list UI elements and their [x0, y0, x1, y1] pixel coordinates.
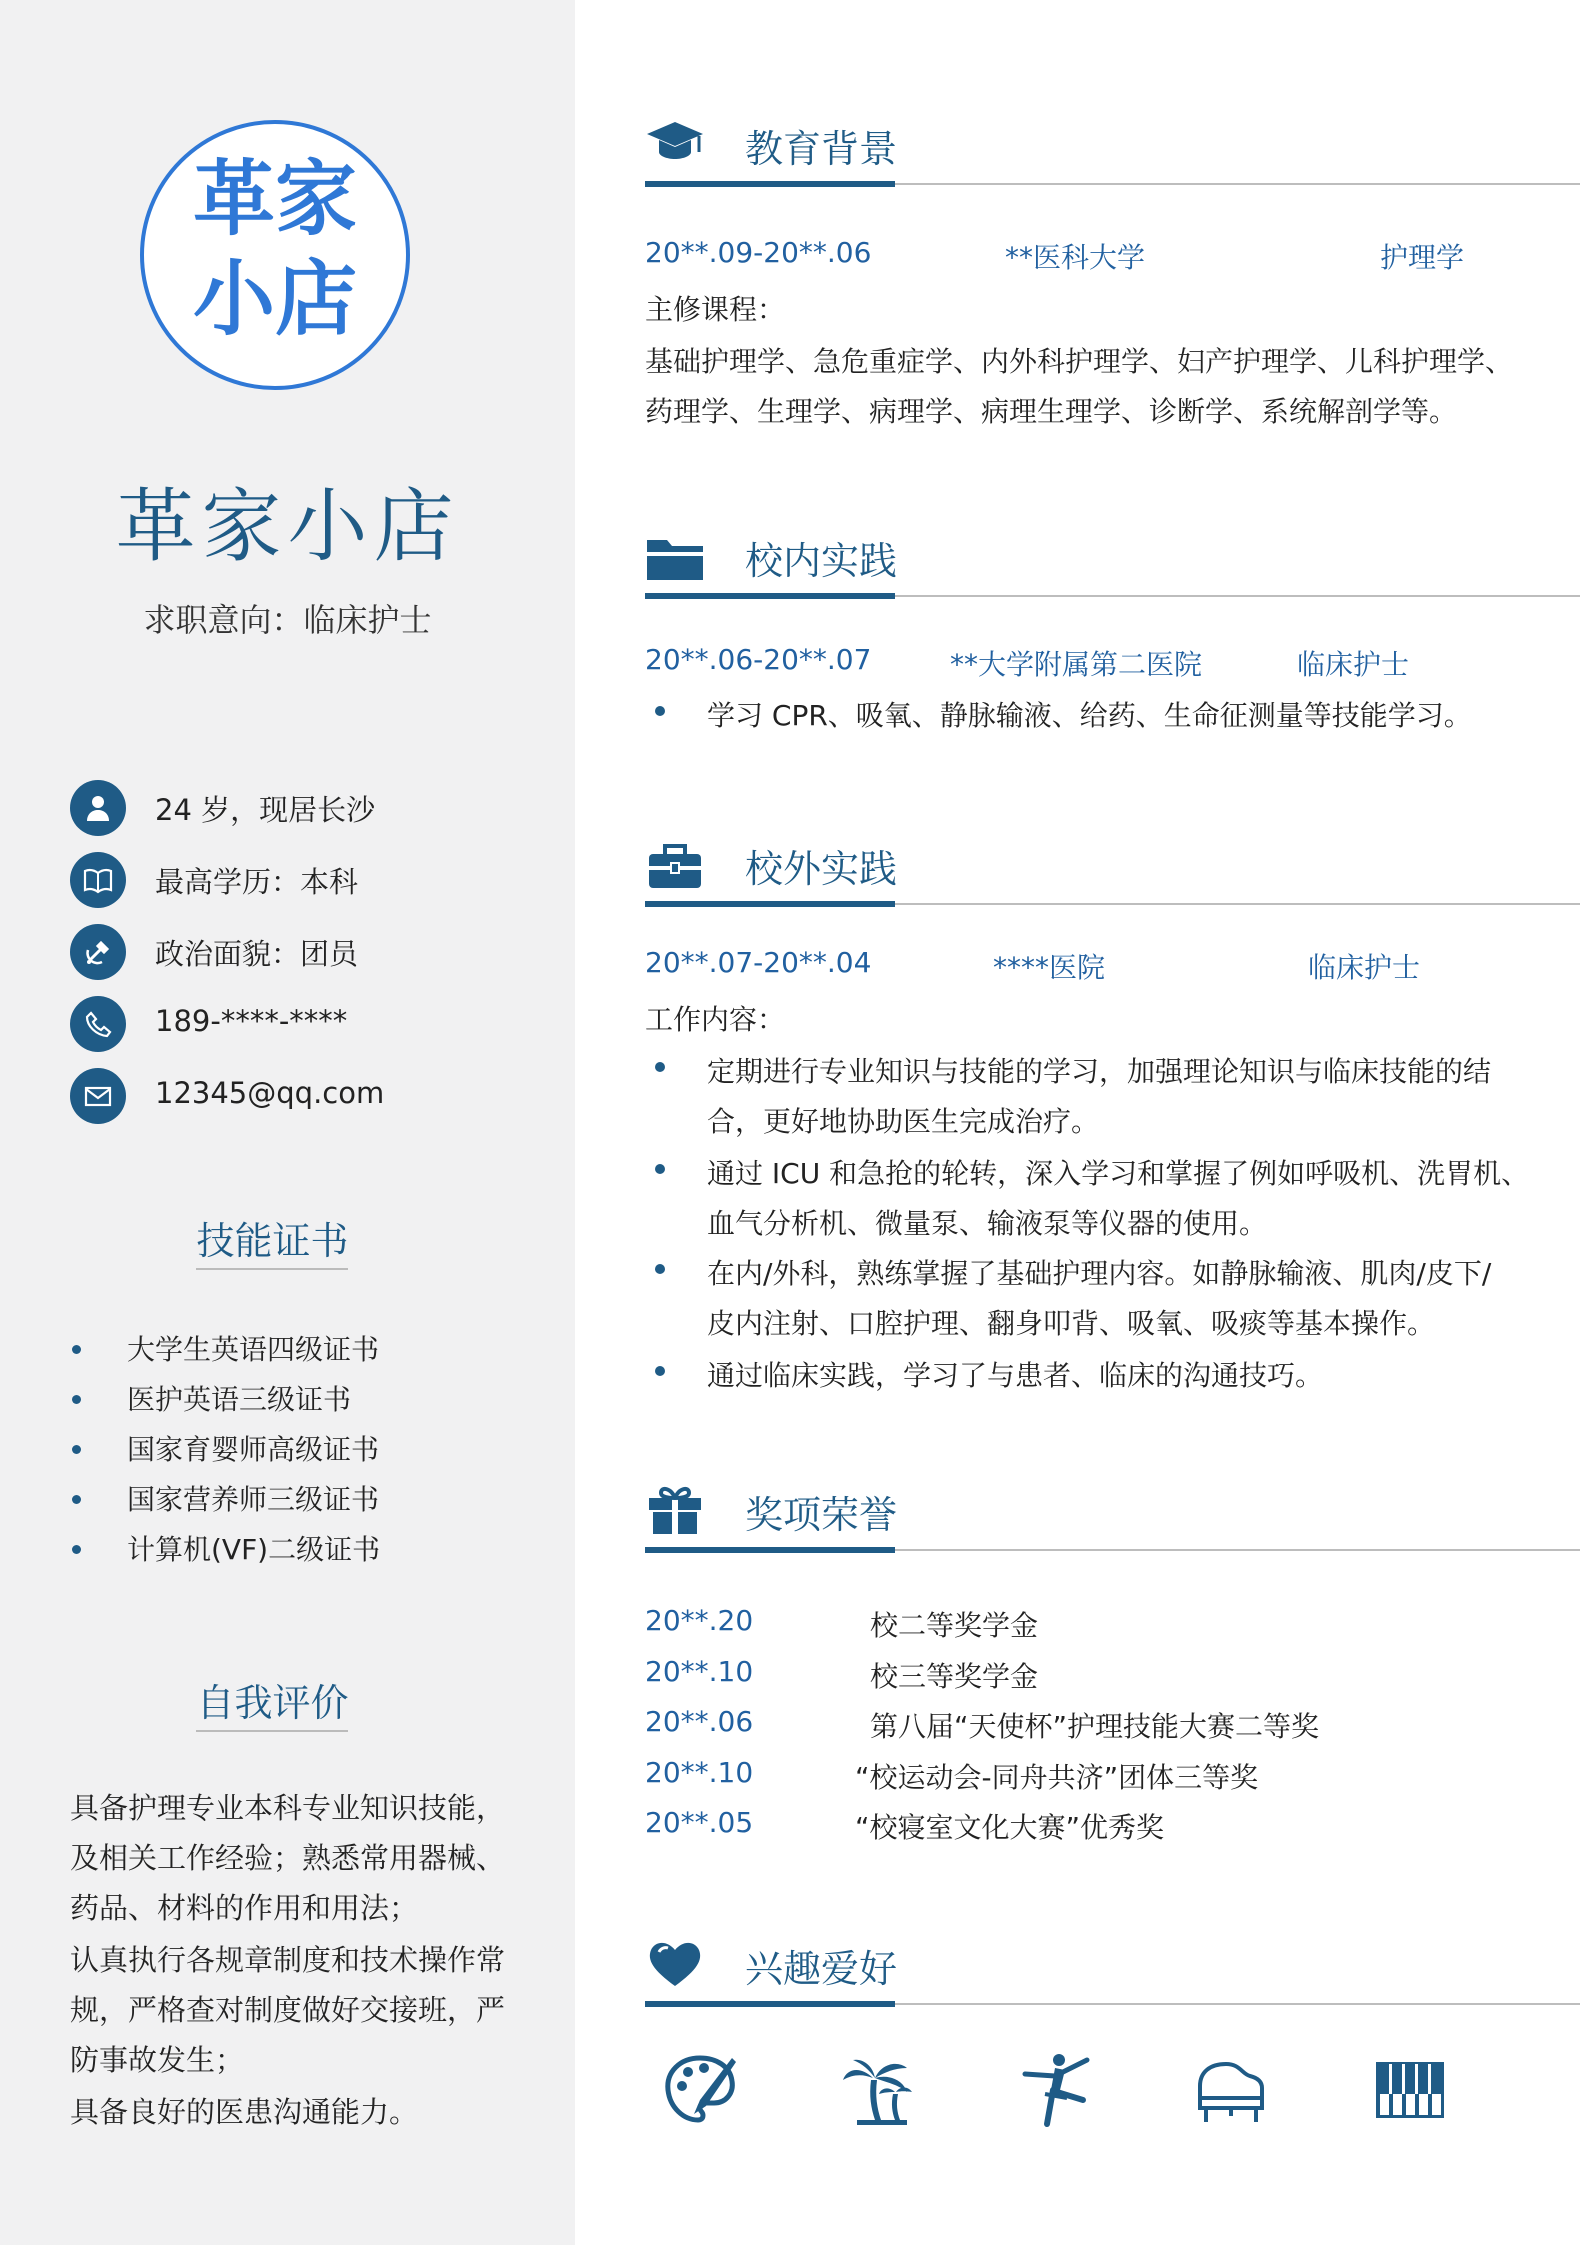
gift-icon [645, 1476, 705, 1536]
external-bullet-text: 合，更好地协助医生完成治疗。 [707, 1105, 1100, 1138]
section-rule-accent [645, 1547, 895, 1553]
bullet-dot [655, 1264, 665, 1274]
candidate-name: 革家小店 [115, 480, 460, 573]
party-emblem-icon [70, 924, 126, 980]
awards-title: 奖项荣誉 [745, 1493, 898, 1537]
phone-icon [70, 996, 126, 1052]
info-phone-text[interactable]: 189-****-**** [155, 1004, 348, 1038]
award-date: 20**.06 [645, 1705, 754, 1738]
award-date: 20**.20 [645, 1604, 754, 1637]
certificates-title: 技能证书 [196, 1219, 349, 1263]
mail-icon [70, 1068, 126, 1124]
person-icon [70, 780, 126, 836]
campus-role: 临床护士 [1297, 648, 1410, 681]
education-courses-line: 基础护理学、急危重症学、内外科护理学、妇产护理学、儿科护理学、 [645, 345, 1514, 378]
self-eval-line: 认真执行各规章制度和技术操作常 [70, 1943, 506, 1977]
external-title: 校外实践 [745, 847, 898, 891]
external-bullet-text: 血气分析机、微量泵、输液泵等仪器的使用。 [707, 1207, 1268, 1240]
external-bullet-text: 皮内注射、口腔护理、翻身叩背、吸氧、吸痰等基本操作。 [707, 1307, 1436, 1340]
logo-text-line1: 革家 [192, 151, 357, 247]
bullet-dot [655, 1062, 665, 1072]
campus-title: 校内实践 [745, 539, 898, 583]
sidebar: 革家 小店 革家小店 求职意向：临床护士 24 岁，现居长沙 最高学历：本科 政治面貌：团员 189-****-**** 12345@qq.com 技能证书 大学生英语四级证书 医护英语三级证书 国家育婴师高级证书 国家营养师三级证书 计算机(VF)二级证书 自我评价 具备护理专业本科专业知识技能， 及相关工作经验；熟悉常用器械、 药品、材料的作用和用法； 认真执行各规章制度和技术操作常 规，严格查对制度做好交接班，严 防事故发生； 具备良好的医患沟通能力。 [0, 0, 575, 2245]
certificates-title-underline [196, 1268, 348, 1270]
section-rule-accent [645, 593, 895, 599]
keyboard-keys-icon [1370, 2050, 1450, 2130]
award-date: 20**.05 [645, 1806, 754, 1839]
job-intent: 求职意向：临床护士 [143, 601, 432, 639]
folder-icon [645, 528, 705, 588]
dance-icon [1015, 2050, 1095, 2130]
self-eval-line: 及相关工作经验；熟悉常用器械、 [70, 1841, 506, 1875]
self-eval-line: 具备护理专业本科专业知识技能， [70, 1791, 506, 1825]
award-name: “校寝室文化大赛”优秀奖 [855, 1811, 1165, 1844]
bullet-dot [655, 1164, 665, 1174]
education-school: **医科大学 [1005, 241, 1146, 274]
award-date: 20**.10 [645, 1655, 754, 1688]
external-bullet-text: 通过临床实践，学习了与患者、临床的沟通技巧。 [707, 1359, 1324, 1392]
award-date: 20**.10 [645, 1756, 754, 1789]
section-rule-accent [645, 901, 895, 907]
self-eval-line: 药品、材料的作用和用法； [70, 1891, 419, 1925]
external-label: 工作内容： [645, 1003, 786, 1036]
external-role: 临床护士 [1308, 951, 1421, 984]
award-name: “校运动会-同舟共济”团体三等奖 [855, 1761, 1259, 1794]
education-date: 20**.09-20**.06 [645, 236, 872, 269]
award-name: 校三等奖学金 [870, 1660, 1039, 1693]
external-org: ****医院 [993, 951, 1106, 984]
painting-palette-icon [660, 2050, 740, 2130]
logo-seal [140, 120, 410, 390]
campus-bullet-text: 学习 CPR、吸氧、静脉输液、给药、生命征测量等技能学习。 [707, 699, 1472, 732]
award-name: 校二等奖学金 [870, 1609, 1039, 1642]
external-bullet-text: 在内/外科，熟练掌握了基础护理内容。如静脉输液、肌肉/皮下/ [707, 1257, 1492, 1290]
info-email-text[interactable]: 12345@qq.com [155, 1076, 385, 1110]
education-courses-line: 药理学、生理学、病理学、病理生理学、诊断学、系统解剖学等。 [645, 395, 1458, 428]
education-title: 教育背景 [745, 127, 898, 171]
self-eval-line: 规，严格查对制度做好交接班，严 [70, 1993, 506, 2027]
info-politics-text: 政治面貌：团员 [155, 937, 359, 971]
self-eval-title-underline [196, 1730, 348, 1732]
bullet-dot [655, 1366, 665, 1376]
piano-icon [1190, 2050, 1270, 2130]
self-eval-line: 具备良好的医患沟通能力。 [70, 2095, 419, 2129]
heart-icon [645, 1932, 705, 1992]
award-name: 第八届“天使杯”护理技能大赛二等奖 [870, 1710, 1320, 1743]
campus-date: 20**.06-20**.07 [645, 643, 872, 676]
main-content [575, 0, 1587, 2245]
external-bullet-text: 定期进行专业知识与技能的学习，加强理论知识与临床技能的结 [707, 1055, 1492, 1088]
toolbox-icon [645, 836, 705, 896]
logo-text-line2: 小店 [192, 251, 357, 347]
self-eval-title: 自我评价 [196, 1681, 349, 1725]
section-rule-accent [645, 181, 895, 187]
campus-org: **大学附属第二医院 [950, 648, 1203, 681]
bullet-dot [655, 706, 665, 716]
external-bullet-text: 通过 ICU 和急抢的轮转，深入学习和掌握了例如呼吸机、洗胃机、 [707, 1157, 1530, 1190]
book-icon [70, 852, 126, 908]
education-major: 护理学 [1380, 241, 1465, 274]
graduation-cap-icon [645, 112, 705, 172]
palm-tree-icon [837, 2050, 917, 2130]
info-age-text: 24 岁，现居长沙 [155, 793, 376, 827]
hobbies-title: 兴趣爱好 [745, 1947, 898, 1991]
external-date: 20**.07-20**.04 [645, 946, 872, 979]
info-education-text: 最高学历：本科 [155, 865, 359, 899]
education-courses-label: 主修课程： [645, 293, 786, 326]
section-rule-accent [645, 2001, 895, 2007]
self-eval-line: 防事故发生； [70, 2043, 245, 2077]
